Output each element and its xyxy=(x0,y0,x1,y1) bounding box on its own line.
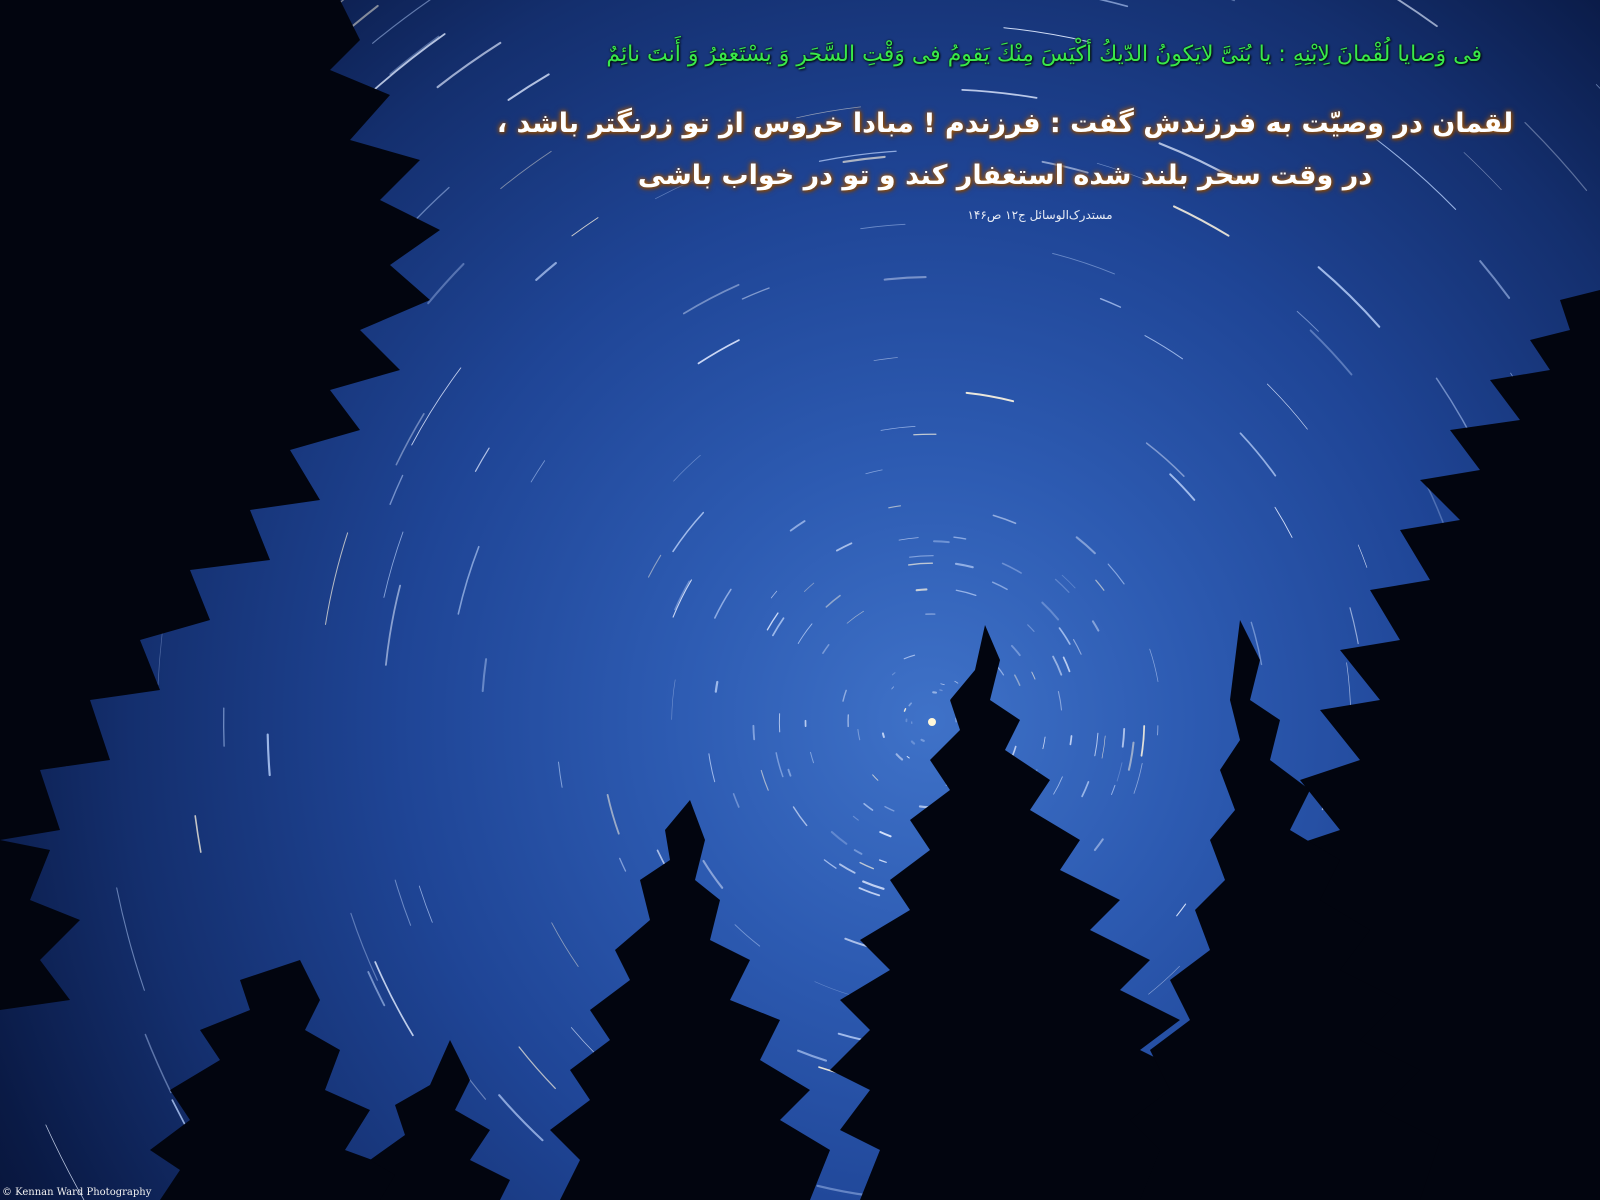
star-trail xyxy=(776,753,783,777)
persian-line-2: در وقت سحر بلند شده استغفار کند و تو در خواب باشی xyxy=(637,160,1373,191)
star-trail xyxy=(649,555,661,577)
star-trail xyxy=(1350,608,1358,644)
star-trail xyxy=(559,762,563,787)
star-trail xyxy=(509,74,549,100)
star-trail xyxy=(1095,733,1098,756)
star-trail xyxy=(1275,507,1292,537)
star-trail xyxy=(1003,563,1022,573)
star-trail xyxy=(1311,330,1352,374)
star-trail xyxy=(1095,839,1103,850)
star-trail xyxy=(673,580,691,617)
star-trail xyxy=(620,858,626,871)
star-trail xyxy=(956,564,973,567)
star-trail xyxy=(1102,736,1105,758)
star-trail xyxy=(858,730,860,740)
star-trail xyxy=(386,586,400,665)
star-trail xyxy=(1042,0,1127,6)
star-trail xyxy=(1147,443,1184,476)
tree-left-branch xyxy=(0,840,80,1010)
star-trail xyxy=(761,771,768,791)
star-trail xyxy=(572,218,598,236)
star-trail xyxy=(1319,267,1380,327)
star-trail xyxy=(880,832,890,836)
star-trail xyxy=(917,589,927,590)
star-trail xyxy=(390,476,403,505)
star-trail xyxy=(922,740,924,741)
star-trail xyxy=(1241,433,1276,475)
star-trail xyxy=(1145,336,1183,359)
star-trail xyxy=(1064,657,1070,671)
star-trail xyxy=(798,1051,826,1061)
star-trail xyxy=(824,860,836,868)
star-trail xyxy=(1389,0,1437,26)
star-trail xyxy=(859,888,879,895)
star-trail xyxy=(889,506,901,508)
star-trail xyxy=(956,590,976,595)
star-trail xyxy=(880,860,887,862)
star-trail xyxy=(881,426,915,430)
star-trail xyxy=(428,264,463,303)
star-trail xyxy=(866,470,882,474)
star-trail xyxy=(1101,299,1121,307)
star-trail xyxy=(1056,579,1069,592)
star-trail xyxy=(863,882,883,889)
star-trail xyxy=(861,224,905,228)
star-trail xyxy=(396,414,424,465)
star-trail xyxy=(940,690,942,691)
star-trail xyxy=(899,538,918,541)
star-trail xyxy=(837,543,852,550)
star-trail xyxy=(874,358,898,361)
star-trail xyxy=(531,461,545,482)
star-trail xyxy=(1174,206,1229,235)
star-trail xyxy=(709,754,715,782)
star-trail xyxy=(1060,628,1070,644)
star-trail xyxy=(145,1035,171,1093)
star-trail xyxy=(1480,261,1509,298)
star-trail xyxy=(853,816,858,820)
star-trail xyxy=(934,541,949,542)
arabic-hadith-line: فی وَصایا لُقْمانَ لِابْنِهِ : یا بُنَیَّ لایَکونُ الدّیكُ أكْیَسَ مِنْكَ یَقومُ فی وَقْتِ السَّحَرِ وَ یَسْتَغفِرُ وَ أَنتَ نائِمٌ xyxy=(606,42,1482,67)
star-trail xyxy=(1596,85,1600,119)
star-trail xyxy=(1058,692,1061,711)
star-trail xyxy=(1032,672,1035,679)
star-trail xyxy=(419,886,432,922)
star-trail xyxy=(195,816,201,852)
star-trail xyxy=(847,611,864,623)
star-trail xyxy=(794,807,807,825)
star-trail xyxy=(905,709,906,711)
star-trail xyxy=(684,285,739,314)
star-trail xyxy=(1177,904,1186,916)
star-trail xyxy=(672,680,676,720)
star-trail xyxy=(1112,785,1115,794)
tree-lower-left xyxy=(150,960,400,1200)
star-trail xyxy=(1108,564,1124,584)
star-trail xyxy=(699,340,739,363)
star-trail xyxy=(1013,747,1016,755)
star-trail xyxy=(912,742,914,744)
star-trail xyxy=(885,277,926,280)
star-trail xyxy=(1074,640,1082,655)
star-trail xyxy=(374,34,445,90)
star-trail xyxy=(773,618,784,635)
star-trail xyxy=(1004,28,1090,42)
star-trail xyxy=(1123,729,1125,747)
tree-lower-center xyxy=(550,800,830,1200)
star-trail xyxy=(864,804,872,810)
star-trail xyxy=(1297,311,1318,331)
star-trail xyxy=(742,288,769,299)
star-trail xyxy=(826,596,840,607)
star-trail xyxy=(791,521,805,531)
star-trail xyxy=(1096,580,1104,590)
star-trail xyxy=(536,263,556,280)
star-trail xyxy=(811,752,814,762)
star-trail xyxy=(1117,763,1122,781)
star-trail xyxy=(674,455,701,481)
star-trail xyxy=(476,448,490,471)
star-trail xyxy=(734,794,739,807)
star-trail xyxy=(1054,777,1063,794)
star-trail xyxy=(351,913,378,980)
star-trail xyxy=(823,645,829,653)
persian-line-1: لقمان در وصیّت به فرزندش گفت : فرزندم ! مبادا خروس از تو زرنگتر باشد ، xyxy=(496,108,1514,139)
star-trail xyxy=(1267,384,1307,429)
star-trail xyxy=(735,925,760,946)
star-trail xyxy=(832,832,847,844)
star-trail xyxy=(1129,743,1134,770)
star-trail xyxy=(767,613,778,630)
star-trail xyxy=(920,806,929,807)
star-trail xyxy=(815,982,851,995)
star-trail xyxy=(883,733,884,737)
star-trail xyxy=(1015,675,1020,685)
star-trail xyxy=(962,90,1036,98)
star-trail xyxy=(855,850,862,854)
star-trail xyxy=(909,703,911,705)
persian-translation xyxy=(470,98,1540,202)
star-trail xyxy=(993,515,1015,523)
star-trail xyxy=(675,581,689,609)
star-trail xyxy=(1150,649,1158,682)
star-trail xyxy=(1062,575,1075,588)
star-trail xyxy=(771,591,777,598)
star-trail xyxy=(1042,603,1058,620)
star-trail xyxy=(997,667,1003,675)
star-trail xyxy=(1053,253,1115,274)
source-reference: مستدرک‌الوسائل ج۱۲ ص۱۴۶ xyxy=(967,208,1113,222)
star-trail xyxy=(1358,545,1367,568)
star-trail xyxy=(1093,621,1099,630)
star-trail xyxy=(967,393,1014,401)
star-trail xyxy=(910,556,934,558)
star-trail xyxy=(715,589,731,618)
star-trail xyxy=(704,861,723,888)
star-trail xyxy=(608,795,619,834)
star-trail xyxy=(519,1047,555,1088)
star-trail xyxy=(673,513,703,552)
star-trail xyxy=(1053,657,1061,675)
star-trail xyxy=(897,754,903,759)
star-trail xyxy=(993,582,1008,589)
star-trail xyxy=(885,807,894,811)
star-trail xyxy=(753,726,754,740)
star-trail xyxy=(873,775,878,781)
star-trail xyxy=(954,537,966,539)
star-trail xyxy=(1012,646,1020,655)
star-trail xyxy=(1077,537,1095,553)
star-trail xyxy=(955,681,958,683)
star-trail xyxy=(909,563,933,565)
star-trail xyxy=(1082,782,1088,797)
star-trail xyxy=(818,1186,870,1196)
star-trail xyxy=(860,863,873,869)
star-trail xyxy=(395,880,410,925)
pole-star xyxy=(928,718,936,726)
star-trail xyxy=(914,434,936,435)
star-trail xyxy=(412,368,461,445)
star-trail xyxy=(1028,625,1034,632)
star-trail xyxy=(716,682,718,692)
star-trail xyxy=(941,684,945,685)
star-trail xyxy=(117,888,145,990)
star-trail xyxy=(1170,474,1194,500)
star-trail xyxy=(1134,763,1142,793)
star-trail xyxy=(499,1095,542,1140)
star-trail xyxy=(552,923,579,967)
star-trail xyxy=(458,547,479,614)
star-trail xyxy=(483,659,486,691)
star-trail xyxy=(904,655,914,659)
star-trail xyxy=(1043,737,1045,749)
tree-top-left xyxy=(0,0,440,840)
star-trail xyxy=(843,690,846,701)
star-trail xyxy=(268,735,270,776)
photo-credit: © Kennan Ward Photography xyxy=(2,1187,152,1198)
star-trail xyxy=(798,624,812,644)
star-trail xyxy=(804,583,813,592)
star-trail xyxy=(892,687,894,689)
star-trail xyxy=(326,533,348,625)
star-trail xyxy=(840,864,855,873)
star-trail xyxy=(892,673,895,675)
star-trail xyxy=(907,757,909,758)
star-trail xyxy=(1070,736,1071,744)
star-trail xyxy=(1142,726,1145,756)
star-trail xyxy=(788,770,790,776)
